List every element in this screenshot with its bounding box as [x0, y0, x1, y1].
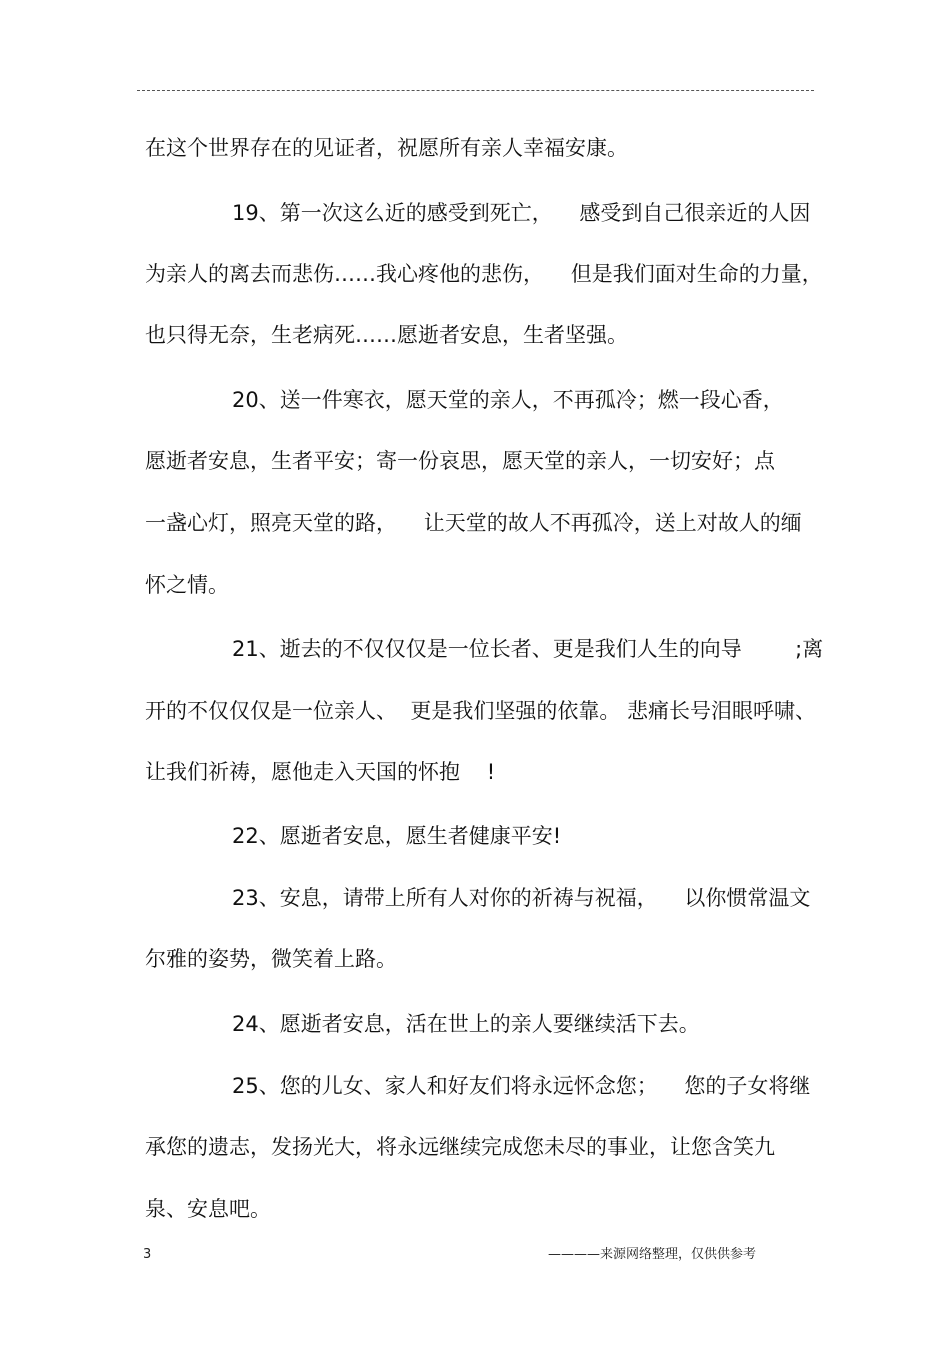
body-line: 泉、安息吧。 — [145, 1197, 271, 1221]
paragraph-23-line: 23、安息，请带上所有人对你的祈祷与祝福， 以你惯常温文 — [232, 886, 811, 910]
body-line: 为亲人的离去而悲伤……我心疼他的悲伤， 但是我们面对生命的力量， — [145, 262, 823, 286]
paragraph-21-line: 21、逝去的不仅仅仅是一位长者、更是我们人生的向导 ;离 — [232, 637, 824, 661]
paragraph-22-line: 22、愿逝者安息，愿生者健康平安! — [232, 824, 562, 848]
paragraph-25-line: 25、您的儿女、家人和好友们将永远怀念您； 您的子女将继 — [232, 1074, 811, 1098]
body-line: 让我们祈祷，愿他走入天国的怀抱 ! — [145, 760, 496, 784]
header-dashed-rule — [137, 90, 814, 91]
body-line: 承您的遗志，发扬光大，将永远继续完成您未尽的事业，让您含笑九 — [145, 1135, 775, 1159]
body-line: 怀之情。 — [145, 573, 229, 597]
body-line: 愿逝者安息，生者平安；寄一份哀思，愿天堂的亲人，一切安好；点 — [145, 449, 775, 473]
body-line: 开的不仅仅仅是一位亲人、 更是我们坚强的依靠。 悲痛长号泪眼呼啸、 — [145, 699, 817, 723]
body-line: 尔雅的姿势，微笑着上路。 — [145, 947, 397, 971]
page-number: 3 — [143, 1247, 152, 1262]
paragraph-24-line: 24、愿逝者安息，活在世上的亲人要继续活下去。 — [232, 1012, 700, 1036]
paragraph-19-line: 19、第一次这么近的感受到死亡， 感受到自己很亲近的人因 — [232, 201, 811, 225]
footer-source-note: ————来源网络整理，仅供供参考 — [548, 1247, 757, 1262]
paragraph-20-line: 20、送一件寒衣，愿天堂的亲人，不再孤冷；燃一段心香， — [232, 388, 784, 412]
body-line: 在这个世界存在的见证者，祝愿所有亲人幸福安康。 — [145, 136, 628, 160]
body-line: 也只得无奈，生老病死……愿逝者安息，生者坚强。 — [145, 323, 628, 347]
body-line: 一盏心灯，照亮天堂的路， 让天堂的故人不再孤冷，送上对故人的缅 — [145, 511, 802, 535]
